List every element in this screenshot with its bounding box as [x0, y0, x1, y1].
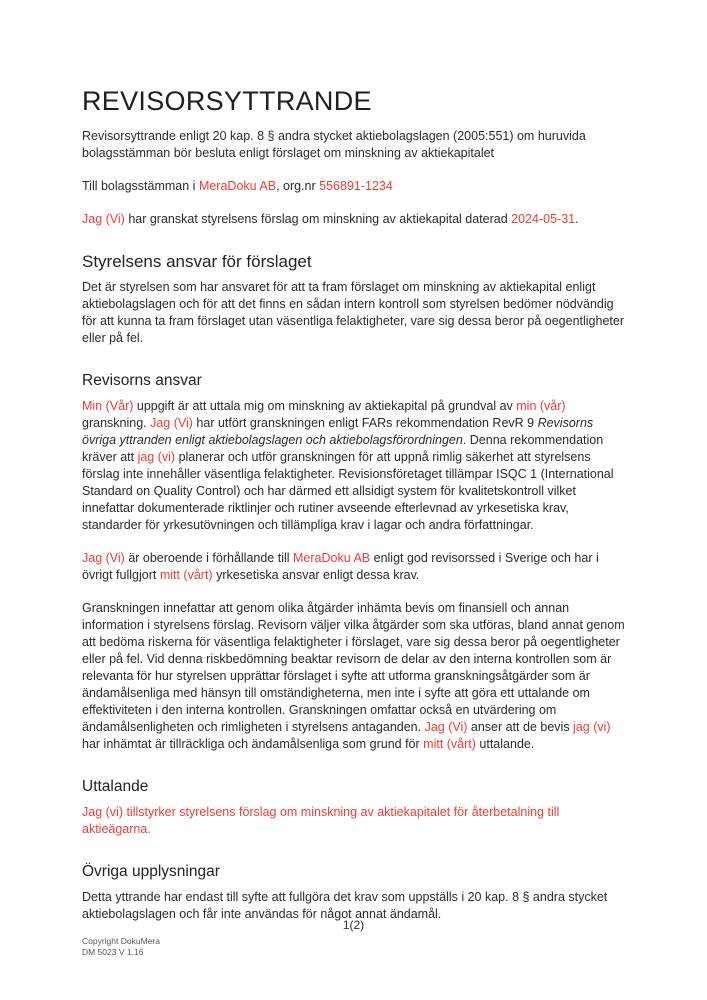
text-run: uttalande. [475, 737, 535, 751]
document-content [82, 86, 625, 939]
section-revisorns-ansvar [82, 371, 625, 753]
template-field-text: Min (Vår) [82, 399, 134, 413]
template-field-text: Jag (Vi) [82, 551, 125, 565]
document-title: REVISORSYTTRANDE [82, 86, 372, 116]
paragraph [82, 279, 625, 347]
text-run: uppgift är att uttala mig om minskning av aktiekapital på grundval av [133, 399, 517, 413]
template-field-text: Jag (Vi) [82, 212, 125, 226]
text-run: , org.nr [276, 179, 320, 193]
template-field-text: jag (vi) [573, 720, 611, 734]
template-field-text: Jag (vi) tillstyrker styrelsens förslag om minskning av aktiekapitalet för återbetalning till aktieägarna. [82, 805, 560, 836]
section-uttalande [82, 777, 625, 838]
template-field-text: mitt (vårt) [159, 568, 213, 582]
footer-copyright: Copyright DokuMera [82, 936, 160, 946]
template-field-text: min (vår) [516, 399, 566, 413]
template-field-text: mitt (vårt) [423, 737, 476, 751]
text-run: planerar och utför granskningen för att uppnå rimlig säkerhet att styrelsens förslag inte innehåller väsentliga felaktigheter. Revisionsföretaget tillämpar ISQC 1 (International Standard on Quality Control) och har därmed ett allsidigt system för kvalitetskontroll vilket innefattar dokumenterade riktlinjer och rutiner avseende efterlevnad av yrkesetiska krav, standarder för yrkesutövningen och tillämpliga krav i lagar och andra författningar. [82, 450, 614, 532]
template-field-text: 2024-05-31 [511, 212, 576, 226]
text-run: har granskat styrelsens förslag om minskning av aktiekapital daterad [124, 212, 512, 226]
review-statement [82, 211, 625, 228]
template-field-text: Jag (Vi) [150, 416, 193, 430]
template-field-text: MeraDoku AB [293, 551, 371, 565]
paragraph [82, 804, 625, 838]
page-number: 1(2) [342, 918, 365, 932]
text-run: granskning. [82, 416, 151, 430]
paragraph [82, 550, 625, 584]
section-styrelsens-ansvar [82, 252, 625, 347]
text-run: yrkesetiska ansvar enligt dessa krav. [212, 568, 420, 582]
section-heading: Revisorns ansvar [82, 372, 202, 389]
text-run: är oberoende i förhållande till [124, 551, 294, 565]
text-run: Till bolagsstämman i [82, 179, 199, 193]
text-run: Granskningen innefattar att genom olika åtgärder inhämta bevis om finansiell och annan information i styrelsens förslag. Revisorn väljer vilka åtgärder som ska utföras, bland annat genom att bedöma riskerna för väsentliga felaktigheter i förslaget, vare sig dessa beror på oegentligheter eller på fel. Vid denna riskbedömning beaktar revisorn de delar av den interna kontrollen som är relevanta för hur styrelsen upprättar förslaget i syfte att utforma granskningsåtgärder som är ändamålsenliga med hänsyn till omständigheterna, men inte i syfte att göra ett uttalande om effektiviteten i den interna kontrollen. Granskningen omfattar också en utvärdering om ändamålsenligheten och rimligheten i styrelsens antaganden. [82, 601, 625, 734]
template-field-text: MeraDoku AB [198, 179, 277, 193]
template-field-text: Jag (Vi) [424, 720, 468, 734]
text-run: . Denna rekommendation kräver att [82, 433, 604, 464]
text-run: enligt god revisorssed i Sverige och har i övrigt fullgjort [82, 551, 599, 582]
text-run: har utfört granskningen enligt FARs rekommendation RevR 9 [192, 416, 538, 430]
text-run: Detta yttrande har endast till syfte att fullgöra det krav som uppställs i 20 kap. 8 § andra stycket aktiebolagslagen och får inte användas för något annat ändamål. [82, 890, 608, 921]
document-footer [82, 936, 160, 957]
paragraph [82, 398, 625, 534]
text-run: Revisorns övriga yttranden enligt aktiebolagslagen och aktiebolagsförordningen [82, 416, 594, 447]
footer-version: DM 5023 V 1.16 [82, 946, 144, 957]
text-run: Det är styrelsen som har ansvaret för att ta fram förslaget om minskning av aktiekapital enligt aktiebolagslagen och för att det finns en sådan intern kontroll som styrelsen bedömer nödvändig för att kunna ta fram förslaget utan väsentliga felaktigheter, vare sig dessa beror på oegentligheter eller på fel. [82, 280, 624, 345]
paragraph [82, 600, 625, 753]
section-ovriga-upplysningar [82, 862, 625, 923]
template-field-text: jag (vi) [137, 450, 176, 464]
text-run: har inhämtat är tillräckliga och ändamålsenliga som grund för [82, 737, 424, 751]
text-run: . [575, 212, 579, 226]
section-heading: Uttalande [82, 778, 149, 795]
text-run: anser att de bevis [467, 720, 574, 734]
document-subtitle: Revisorsyttrande enligt 20 kap. 8 § andra stycket aktiebolagslagen (2005:551) om huruvida bolagsstämman bör besluta enligt förslaget om minskning av aktiekapitalet [82, 129, 586, 160]
template-field-text: 556891-1234 [319, 179, 393, 193]
section-heading: Övriga upplysningar [82, 863, 220, 880]
section-heading: Styrelsens ansvar för förslaget [82, 252, 312, 271]
addressee-line [82, 178, 625, 195]
